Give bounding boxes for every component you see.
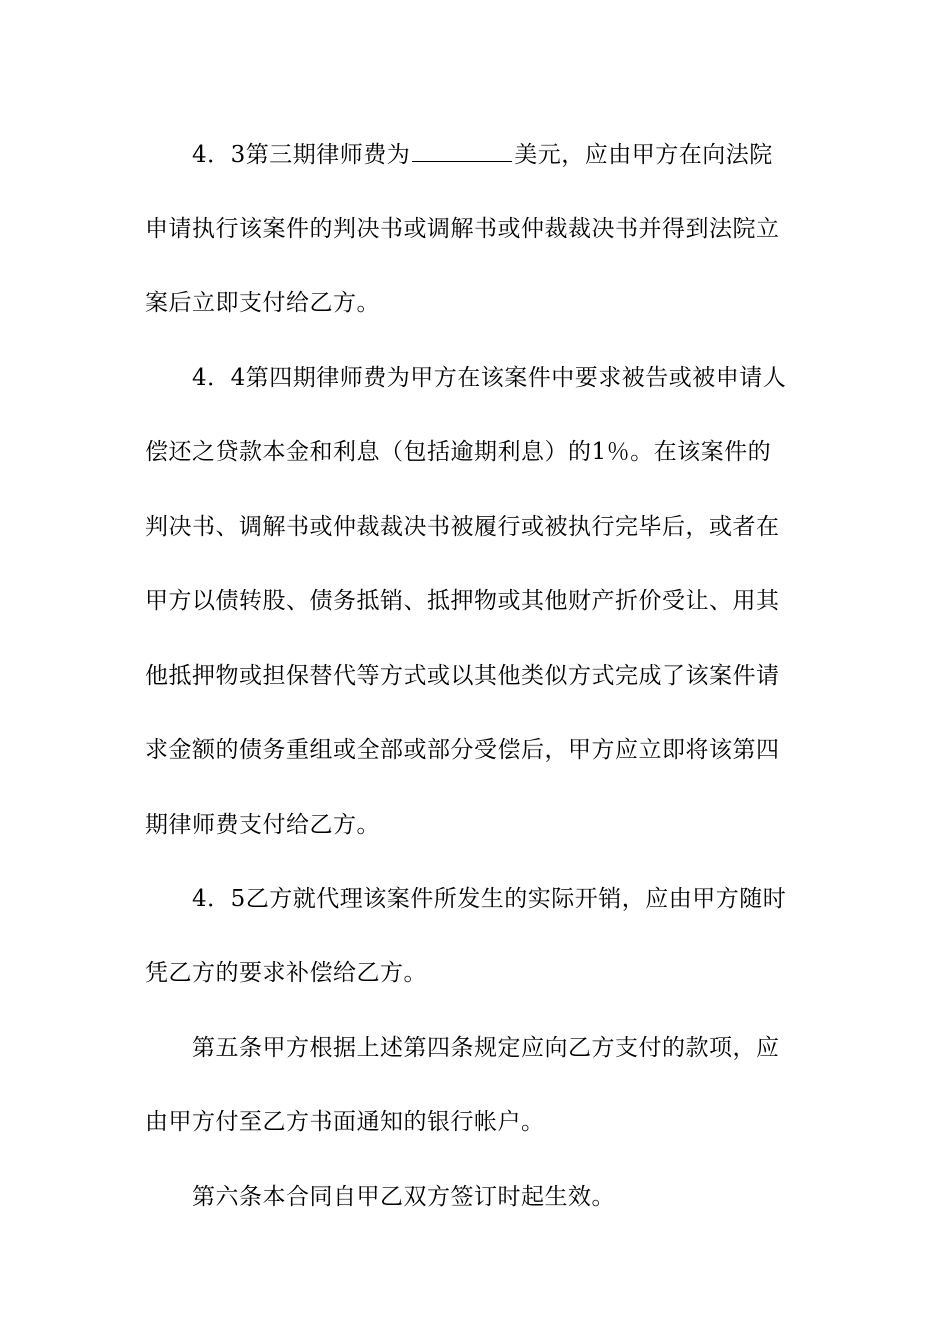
clause-4-3-line-2: 申请执行该案件的判决书或调解书或仲裁裁决书并得到法院立 (145, 216, 780, 242)
clause-4-5-line-1: 4．5乙方就代理该案件所发生的实际开销，应由甲方随时 (192, 886, 787, 912)
clause-4-5-line-2: 凭乙方的要求补偿给乙方。 (145, 960, 427, 986)
clause-4-4-line-5: 他抵押物或担保替代等方式或以其他类似方式完成了该案件请 (145, 663, 780, 689)
clause-4-3-line-1 (192, 140, 872, 170)
clause-4-4-line-1: 4．4第四期律师费为甲方在该案件中要求被告或被申请人 (192, 365, 787, 391)
clause-4-3-text-before: 4．3第三期律师费为 (192, 142, 411, 168)
clause-4-4-line-4: 甲方以债转股、债务抵销、抵押物或其他财产折价受让、用其 (145, 588, 780, 614)
clause-4-4-line-7: 期律师费支付给乙方。 (145, 812, 380, 838)
clause-4-3-text-after: 美元，应由甲方在向法院 (514, 142, 773, 168)
clause-4-4-line-2: 偿还之贷款本金和利息（包括逾期利息）的1％。在该案件的 (145, 439, 772, 465)
article-5-line-2: 由甲方付至乙方书面通知的银行帐户。 (145, 1109, 545, 1135)
amount-blank (412, 141, 512, 162)
article-5-line-1: 第五条甲方根据上述第四条规定应向乙方支付的款项，应 (192, 1035, 780, 1061)
clause-4-4-line-6: 求金额的债务重组或全部或部分受偿后，甲方应立即将该第四 (145, 737, 780, 763)
clause-4-3-line-3: 案后立即支付给乙方。 (145, 290, 380, 316)
clause-4-4-line-3: 判决书、调解书或仲裁裁决书被履行或被执行完毕后，或者在 (145, 514, 780, 540)
article-6-line-1: 第六条本合同自甲乙双方签订时起生效。 (192, 1184, 615, 1210)
